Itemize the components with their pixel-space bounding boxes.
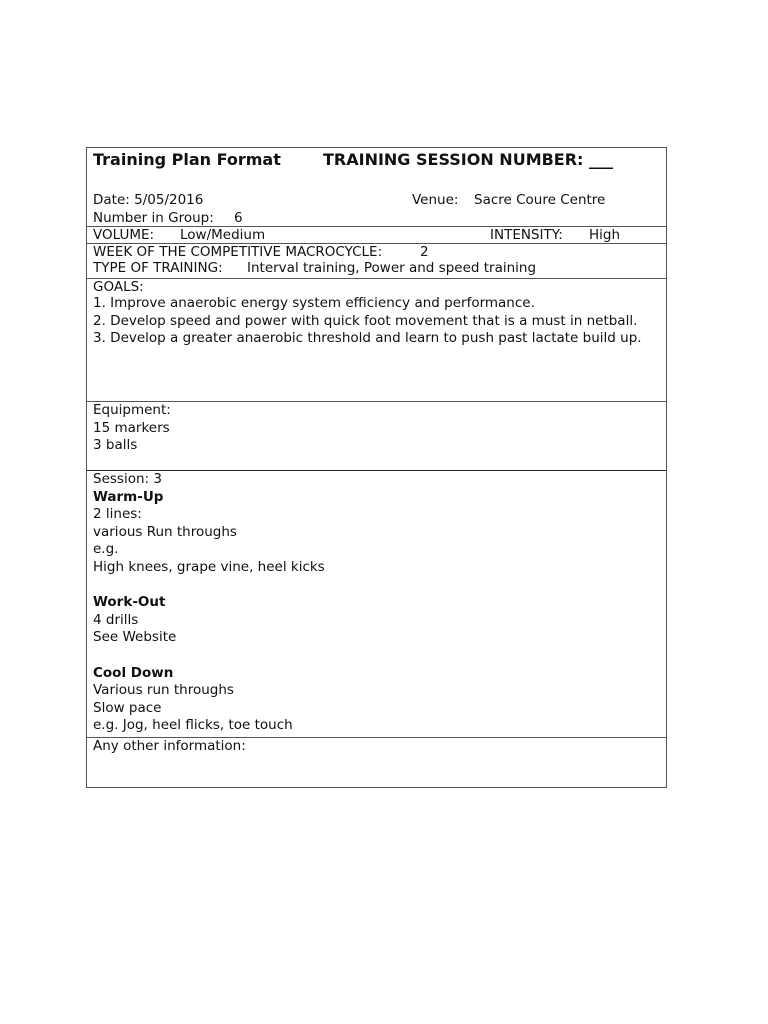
equipment-section <box>87 401 666 470</box>
goals-label: GOALS: <box>93 279 144 295</box>
equipment-item: 3 balls <box>93 437 138 454</box>
spacer <box>93 647 660 665</box>
warmup-line: various Run throughs <box>93 523 237 540</box>
week-label: WEEK OF THE COMPETITIVE MACROCYCLE: <box>93 244 383 260</box>
form-title-row <box>93 149 660 171</box>
training-type-row <box>93 260 660 278</box>
other-info-section <box>87 737 666 787</box>
volume-label: VOLUME: <box>93 227 155 243</box>
workout-line: See Website <box>93 629 177 646</box>
workout-line: 4 drills <box>93 611 139 628</box>
warmup-heading: Warm-Up <box>93 488 164 505</box>
week-value: 2 <box>420 244 429 260</box>
session-section <box>87 470 666 737</box>
training-type-label: TYPE OF TRAINING: <box>93 260 223 276</box>
warmup-line: 2 lines: <box>93 506 142 523</box>
volume-section <box>87 226 666 243</box>
equipment-item: 15 markers <box>93 419 170 436</box>
other-info-label: Any other information: <box>93 738 246 754</box>
venue-value: Sacre Coure Centre <box>474 192 606 208</box>
cooldown-line: Various run throughs <box>93 682 234 699</box>
cooldown-line: Slow pace <box>93 699 162 716</box>
session-number-title: TRAINING SESSION NUMBER: ___ <box>323 150 614 169</box>
intensity-value: High <box>589 227 621 243</box>
intensity-label: INTENSITY: <box>490 227 563 243</box>
workout-heading: Work-Out <box>93 594 166 611</box>
warmup-line: e.g. <box>93 541 119 558</box>
warmup-line: High knees, grape vine, heel kicks <box>93 558 325 575</box>
volume-value: Low/Medium <box>180 227 266 243</box>
date-value: 5/05/2016 <box>134 192 204 208</box>
volume-row <box>93 227 660 243</box>
cooldown-heading: Cool Down <box>93 664 174 681</box>
week-row <box>93 244 660 260</box>
training-plan-form <box>86 147 667 788</box>
info-section <box>87 192 666 227</box>
cooldown-line: e.g. Jog, heel flicks, toe touch <box>93 717 293 734</box>
date-label: Date: <box>93 192 130 208</box>
training-type-value: Interval training, Power and speed training <box>247 260 537 276</box>
form-title: Training Plan Format <box>93 150 281 169</box>
equipment-label: Equipment: <box>93 402 171 418</box>
group-value: 6 <box>234 209 243 226</box>
goals-item: 1. Improve anaerobic energy system efficiency and performance. <box>93 295 535 311</box>
goals-section <box>87 278 666 401</box>
spacer <box>93 577 660 595</box>
date-venue-row <box>93 192 660 210</box>
group-row <box>93 210 660 228</box>
group-label: Number in Group: <box>93 209 214 226</box>
week-section <box>87 243 666 278</box>
venue-label: Venue: <box>412 192 459 208</box>
goals-item: 2. Develop speed and power with quick foot movement that is a must in netball. <box>93 312 638 329</box>
goals-item: 3. Develop a greater anaerobic threshold and learn to push past lactate build up. <box>93 330 642 347</box>
session-label: Session: 3 <box>93 471 162 487</box>
